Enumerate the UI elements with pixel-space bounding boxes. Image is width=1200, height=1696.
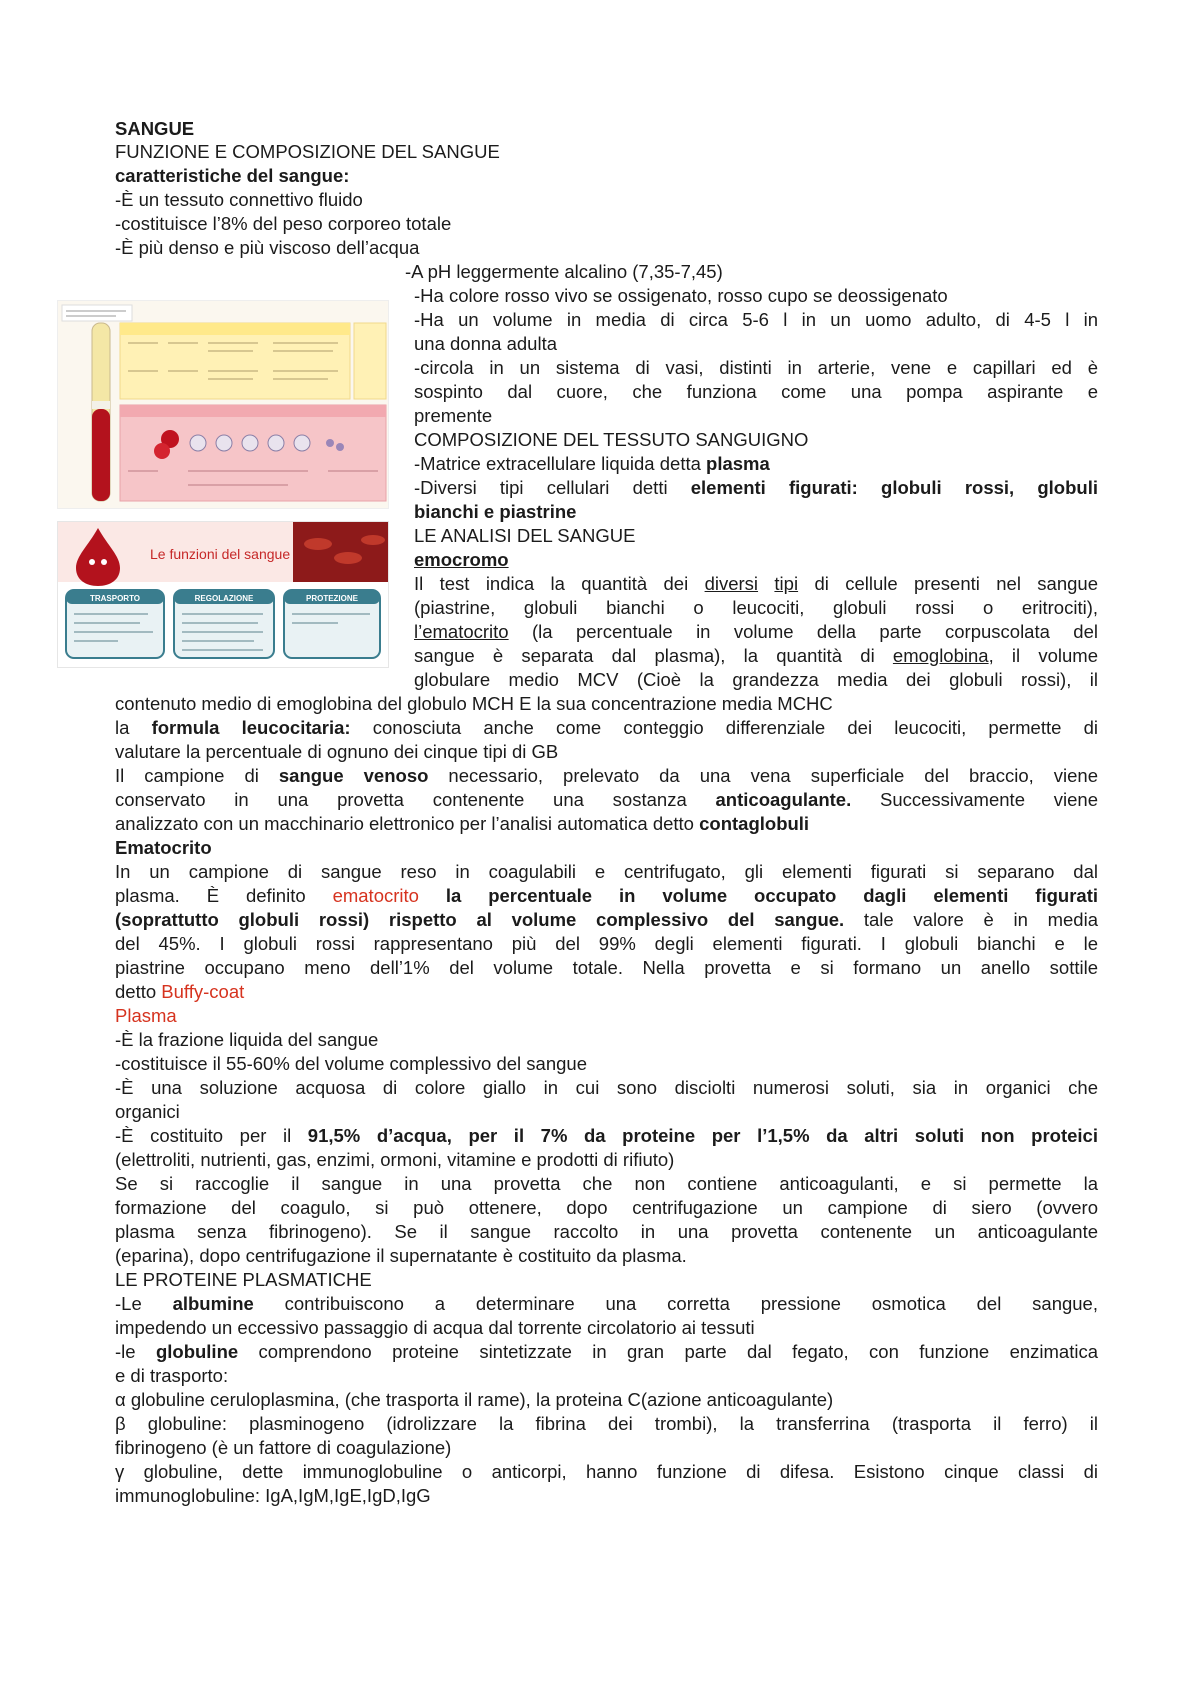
char-item: -È più denso e più viscoso dell’acqua: [115, 237, 420, 258]
plasma-text: formazione del coagulo, si può ottenere, dopo centrifugazione un campione di siero (ovvero: [115, 1197, 1098, 1218]
composition-item: -Matrice extracellulare liquida detta plasma: [414, 453, 770, 474]
emocromo-text: Il test indica la quantità dei diversi tipi di cellule presenti nel sangue: [414, 573, 1098, 594]
char-item: -Ha un volume in media di circa 5-6 l in un uomo adulto, di 4-5 l in: [414, 309, 1098, 330]
formula-text: la formula leucocitaria: conosciuta anche come conteggio differenziale dei leucociti, permette di: [115, 717, 1098, 738]
campione-text: analizzato con un macchinario elettronico per l’analisi automatica detto contaglobuli: [115, 813, 810, 834]
plasma-text: organici: [115, 1101, 180, 1122]
proteins-text: fibrinogeno (è un fattore di coagulazione): [115, 1437, 452, 1458]
ematocrito-text: del 45%. I globuli rossi rappresentano più del 99% degli elementi figurati. I globuli bianchi e le: [115, 933, 1098, 954]
ematocrito-text: piastrine occupano meno dell’1% del volume totale. Nella provetta e si formano un anello sottile: [115, 957, 1098, 978]
blood-composition-figure: [57, 300, 389, 509]
emocromo-text: globulare medio MCV (Cioè la grandezza media dei globuli rossi), il: [414, 669, 1098, 690]
proteins-heading: LE PROTEINE PLASMATICHE: [115, 1269, 372, 1290]
formula-text: valutare la percentuale di ognuno dei cinque tipi di GB: [115, 741, 559, 762]
composition-heading: COMPOSIZIONE DEL TESSUTO SANGUIGNO: [414, 429, 809, 450]
ematocrito-text: detto Buffy-coat: [115, 981, 245, 1002]
plasma-text: -È la frazione liquida del sangue: [115, 1029, 379, 1050]
char-heading: caratteristiche del sangue:: [115, 165, 350, 186]
proteins-text: γ globuline, dette immunoglobuline o anticorpi, hanno funzione di difesa. Esistono cinque classi di: [115, 1461, 1098, 1482]
emocromo-text: contenuto medio di emoglobina del globulo MCH E la sua concentrazione media MCHC: [115, 693, 833, 714]
doc-subtitle: FUNZIONE E COMPOSIZIONE DEL SANGUE: [115, 141, 500, 162]
char-item: -Ha colore rosso vivo se ossigenato, rosso cupo se deossigenato: [414, 285, 948, 306]
proteins-text: -le globuline comprendono proteine sintetizzate in gran parte dal fegato, con funzione enzimatica: [115, 1341, 1099, 1362]
blood-functions-illustration: [58, 522, 388, 667]
proteins-text: impedendo un eccessivo passaggio di acqua dal torrente circolatorio ai tessuti: [115, 1317, 755, 1338]
composition-item: -Diversi tipi cellulari detti elementi figurati: globuli rossi, globuli: [414, 477, 1098, 498]
char-item: -A pH leggermente alcalino (7,35-7,45): [405, 261, 723, 282]
char-item: -È un tessuto connettivo fluido: [115, 189, 363, 210]
function-box-title: REGOLAZIONE: [194, 594, 254, 603]
doc-title: SANGUE: [115, 118, 195, 139]
blood-functions-figure: [57, 521, 389, 668]
char-item: premente: [414, 405, 493, 426]
plasma-heading: Plasma: [115, 1005, 177, 1026]
figure-title: Le funzioni del sangue: [150, 546, 291, 562]
emocromo-text: sangue è separata dal plasma), la quantità di emoglobina, il volume: [414, 645, 1098, 666]
char-item: -costituisce l’8% del peso corporeo totale: [115, 213, 452, 234]
campione-text: conservato in una provetta contenente una sostanza anticoagulante. Successivamente viene: [115, 789, 1098, 810]
plasma-text: (elettroliti, nutrienti, gas, enzimi, ormoni, vitamine e prodotti di rifiuto): [115, 1149, 675, 1170]
function-box-title: TRASPORTO: [89, 594, 141, 603]
plasma-text: (eparina), dopo centrifugazione il supernatante è costituito da plasma.: [115, 1245, 687, 1266]
proteins-text: e di trasporto:: [115, 1365, 229, 1386]
emocromo-text: (piastrine, globuli bianchi o leucociti, globuli rossi o eritrociti),: [414, 597, 1098, 618]
ematocrito-text: (soprattutto globuli rossi) rispetto al volume complessivo del sangue. tale valore è in media: [115, 909, 1098, 930]
proteins-text: β globuline: plasminogeno (idrolizzare la fibrina dei trombi), la transferrina (trasporta il ferro) il: [115, 1413, 1098, 1434]
emocromo-text: l’ematocrito (la percentuale in volume della parte corpuscolata del: [414, 621, 1098, 642]
emocromo-heading: emocromo: [414, 549, 509, 570]
ematocrito-text: In un campione di sangue reso in coagulabili e centrifugato, gli elementi figurati si separano dal: [115, 861, 1098, 882]
proteins-text: -Le albumine contribuiscono a determinare una corretta pressione osmotica del sangue,: [115, 1293, 1098, 1314]
char-item: -circola in un sistema di vasi, distinti in arterie, vene e capillari ed è: [414, 357, 1098, 378]
plasma-text: plasma senza fibrinogeno). Se il sangue raccolto in una provetta contenente un anticoagulante: [115, 1221, 1098, 1242]
plasma-text: -È costituito per il 91,5% d’acqua, per il 7% da proteine per l’1,5% da altri soluti non proteici: [115, 1125, 1098, 1146]
campione-text: Il campione di sangue venoso necessario, prelevato da una vena superficiale del braccio, viene: [115, 765, 1098, 786]
analysis-heading: LE ANALISI DEL SANGUE: [414, 525, 636, 546]
plasma-text: Se si raccoglie il sangue in una provetta che non contiene anticoagulanti, e si permette la: [115, 1173, 1098, 1194]
composition-item-cont: bianchi e piastrine: [414, 501, 577, 522]
ematocrito-heading: Ematocrito: [115, 837, 212, 858]
char-item: sospinto dal cuore, che funziona come una pompa aspirante e: [414, 381, 1098, 402]
plasma-text: -È una soluzione acquosa di colore giallo in cui sono disciolti numerosi soluti, sia in organici che: [115, 1077, 1098, 1098]
plasma-text: -costituisce il 55-60% del volume complessivo del sangue: [115, 1053, 587, 1074]
blood-composition-illustration: [58, 301, 388, 508]
proteins-text: immunoglobuline: IgA,IgM,IgE,IgD,IgG: [115, 1485, 431, 1506]
proteins-text: α globuline ceruloplasmina, (che trasporta il rame), la proteina C(azione anticoagulante): [115, 1389, 834, 1410]
char-item: una donna adulta: [414, 333, 557, 354]
ematocrito-text: plasma. È definito ematocrito la percentuale in volume occupato dagli elementi figurati: [115, 885, 1098, 906]
function-box-title: PROTEZIONE: [305, 594, 359, 603]
